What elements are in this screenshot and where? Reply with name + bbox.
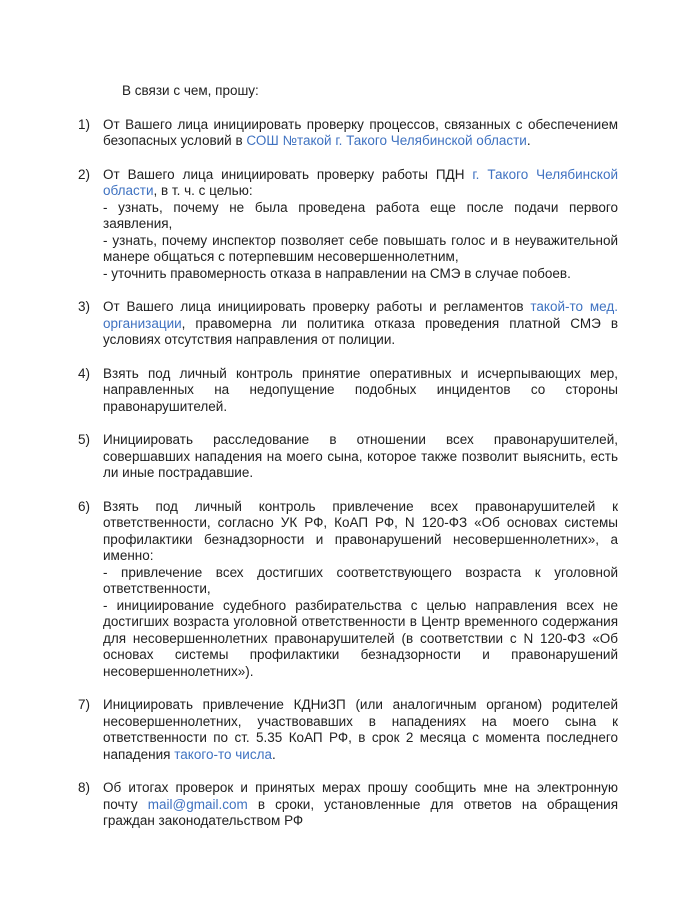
item-paragraph xyxy=(103,299,618,349)
item-number: 4) xyxy=(78,365,91,381)
item-paragraph xyxy=(103,366,618,416)
text-segment: - узнать, почему не была проведена работа еще после подачи первого заявления, xyxy=(103,199,618,231)
item-text xyxy=(103,366,618,416)
placeholder-link: такой-то мед. организации xyxy=(103,299,618,331)
text-segment: Инициировать привлечение КДНиЗП (или аналогичным органом) родителей несовершеннолетних, участвовавших в нападениях на моего сына к ответственности по ст. 5.35 КоАП РФ, в срок 2 месяца с момента последнего нападения xyxy=(103,697,618,762)
item-text xyxy=(103,432,618,482)
text-segment: От Вашего лица инициировать проверку процессов, связанных с обеспечением безопасных условий в xyxy=(103,116,618,148)
text-segment: , в т. ч. с целью: xyxy=(153,183,253,198)
item-text xyxy=(103,299,618,349)
list-item-3 xyxy=(78,299,618,349)
list-item-1 xyxy=(78,117,618,150)
item-number: 8) xyxy=(78,780,91,795)
item-subparagraph xyxy=(103,565,618,598)
item-number: 1) xyxy=(78,116,91,132)
item-number: 5) xyxy=(78,432,91,447)
item-number: 6) xyxy=(78,498,91,514)
intro-paragraph: В связи с чем, прошу: xyxy=(122,83,259,98)
text-segment: . xyxy=(526,133,531,148)
item-text xyxy=(103,780,618,830)
placeholder-link: такого-то числа xyxy=(174,746,272,762)
item-paragraph xyxy=(103,780,618,830)
text-segment: Об итогах проверок и принятых мерах прошу сообщить мне на электронную почту xyxy=(103,780,618,812)
placeholder-link: СОШ №такой г. Такого Челябинской области xyxy=(246,133,527,148)
item-subparagraph xyxy=(103,200,618,233)
item-subparagraph xyxy=(103,266,618,283)
list-item-7 xyxy=(78,697,618,763)
item-number: 3) xyxy=(78,299,91,314)
text-segment: Взять под личный контроль привлечение всех правонарушителей к ответственности, согласно УК РФ, КоАП РФ, N 120-ФЗ «Об основах системы профилактики безнадзорности и правонарушений несовершеннолетних», а именно: xyxy=(103,498,618,563)
placeholder-link: г. Такого Челябинской области xyxy=(103,166,618,198)
text-segment: Взять под личный контроль принятие оперативных и исчерпывающих мер, направленных на недопущение подобных инцидентов со стороны правонарушителей. xyxy=(103,365,618,414)
item-number: 7) xyxy=(78,697,91,712)
item-subparagraph xyxy=(103,233,618,266)
list-item-2 xyxy=(78,167,618,283)
text-segment: в сроки, установленные для ответов на обращения граждан законодательством РФ xyxy=(103,796,619,828)
text-segment: - узнать, почему инспектор позволяет себе повышать голос и в неуважительной манере общаться с потерпевшим несовершеннолетним, xyxy=(103,232,618,264)
item-paragraph xyxy=(103,499,618,565)
item-text xyxy=(103,167,618,283)
text-segment: . xyxy=(271,746,276,762)
item-paragraph xyxy=(103,432,618,482)
item-text xyxy=(103,499,618,681)
list-item-8 xyxy=(78,780,618,830)
text-segment: - уточнить правомерность отказа в направлении на СМЭ в случае побоев. xyxy=(103,265,571,281)
item-text xyxy=(103,697,618,763)
email-link[interactable]: mail@gmail.com xyxy=(147,796,248,812)
list-item-6 xyxy=(78,499,618,681)
item-paragraph xyxy=(103,117,618,150)
item-subparagraph xyxy=(103,598,618,681)
item-paragraph xyxy=(103,697,618,763)
list-item-5 xyxy=(78,432,618,482)
text-segment: От Вашего лица инициировать проверку работы и регламентов xyxy=(103,299,531,314)
text-segment: , правомерна ли политика отказа проведения платной СМЭ в условиях отсутствия направления от полиции. xyxy=(103,315,618,347)
item-text xyxy=(103,117,618,150)
item-paragraph xyxy=(103,167,618,200)
item-number: 2) xyxy=(78,166,91,182)
text-segment: - привлечение всех достигших соответствующего возраста к уголовной ответственности, xyxy=(103,564,618,596)
text-segment: Инициировать расследование в отношении всех правонарушителей, совершавших нападения на моего сына, которое также позволит выяснить, есть ли иные пострадавшие. xyxy=(103,432,618,480)
text-segment: От Вашего лица инициировать проверку работы ПДН xyxy=(103,166,473,182)
list-item-4 xyxy=(78,366,618,416)
text-segment: - инициирование судебного разбирательства с целью направления всех не достигших возраста уголовной ответственности в Центр временного содержания для несовершеннолетних правонарушителей (в соответствии с N 120-ФЗ «Об основах системы профилактики безнадзорности и правонарушений несовершеннолетних»). xyxy=(103,597,618,679)
